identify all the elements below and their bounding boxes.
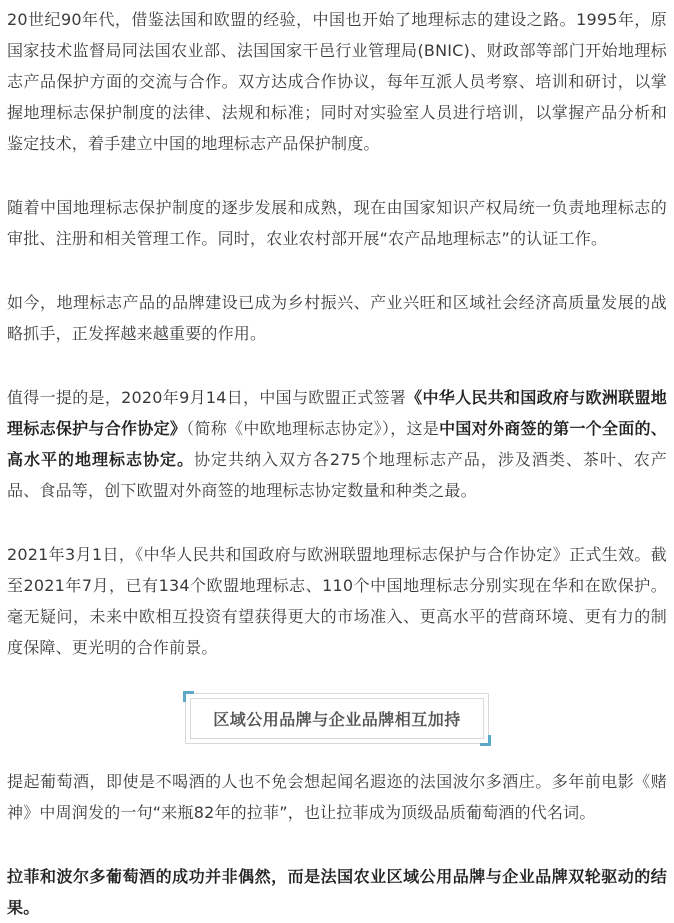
paragraph-conclusion [7, 861, 667, 923]
paragraph-effective: 2021年3月1日，《中华人民共和国政府与欧洲联盟地理标志保护与合作协定》正式生效。截至2021年7月，已有134个欧盟地理标志、110个中国地理标志分别实现在华和在欧保护。毫无疑问，未来中欧相互投资有望获得更大的市场准入、更高水平的营商环境、更有力的制度保障、更光明的合作前景。 [7, 545, 667, 657]
agreement-title-bold: 《中华人民共和国政府与欧洲联盟地理标志保护与合作协定》 [7, 388, 667, 438]
paragraph-history: 20世纪90年代，借鉴法国和欧盟的经验，中国也开始了地理标志的建设之路。1995年，原国家技术监督局同法国农业部、法国国家干邑行业管理局(BNIC)、财政部等部门开始地理标志产品保护方面的交流与合作。双方达成合作协议，每年互派人员考察、培训和研讨，以掌握地理标志保护制度的法律、法规和标准；同时对实验室人员进行培训，以掌握产品分析和鉴定技术，着手建立中国的地理标志产品保护制度。 [7, 10, 667, 153]
paragraph-brand-building: 如今，地理标志产品的品牌建设已成为乡村振兴、产业兴旺和区域社会经济高质量发展的战略抓手，正发挥越来越重要的作用。 [7, 293, 667, 343]
paragraph-wine: 提起葡萄酒，即使是不喝酒的人也不免会想起闻名遐迩的法国波尔多酒庄。多年前电影《赌神》中周润发的一句“来瓶82年的拉菲”，也让拉菲成为顶级品质葡萄酒的代名词。 [7, 772, 667, 822]
conclusion-bold: 拉菲和波尔多葡萄酒的成功并非偶然，而是法国农业区域公用品牌与企业品牌双轮驱动的结果。 [7, 867, 667, 917]
paragraph-agreement [7, 382, 667, 506]
agreement-text-3: 协定共纳入双方各275个地理标志产品，涉及酒类、茶叶、农产品、食品等，创下欧盟对外商签的地理标志协定数量和种类之最。 [7, 450, 668, 500]
section-heading: 区域公用品牌与企业品牌相互加持 [190, 698, 484, 739]
section-heading-frame [185, 693, 489, 744]
article-body [7, 0, 667, 923]
section-heading-wrapper [7, 693, 667, 744]
agreement-text-1: 值得一提的是，2020年9月14日，中国与欧盟正式签署 [7, 388, 407, 407]
agreement-text-2: （简称《中欧地理标志协定》），这是 [186, 419, 440, 438]
agreement-first-bold: 中国对外商签的第一个全面的、高水平的地理标志协定。 [7, 419, 667, 469]
paragraph-development: 随着中国地理标志保护制度的逐步发展和成熟，现在由国家知识产权局统一负责地理标志的审批、注册和相关管理工作。同时，农业农村部开展“农产品地理标志”的认证工作。 [7, 198, 667, 248]
